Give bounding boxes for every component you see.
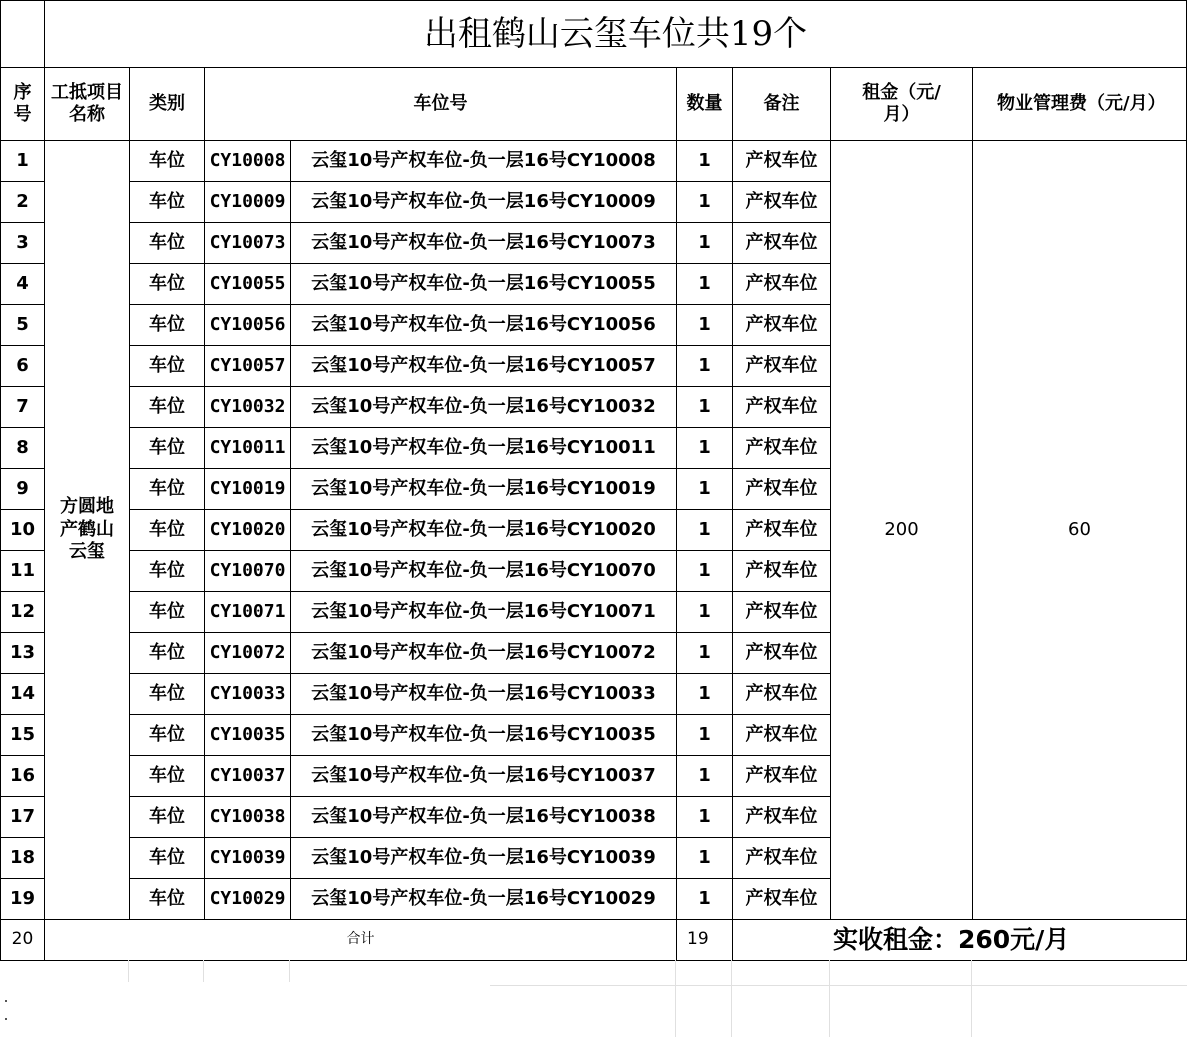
- cell-space-code: CY10073: [205, 223, 291, 264]
- cell-space-full: 云玺10号产权车位-负一层16号CY10032: [291, 387, 677, 428]
- cell-seq: 8: [1, 428, 45, 469]
- cell-note: 产权车位: [733, 141, 831, 182]
- cell-space-code: CY10057: [205, 346, 291, 387]
- total-qty: 19: [677, 920, 733, 961]
- cell-category: 车位: [130, 715, 205, 756]
- cell-qty: 1: [677, 346, 733, 387]
- cell-seq: 18: [1, 838, 45, 879]
- cell-space-full: 云玺10号产权车位-负一层16号CY10073: [291, 223, 677, 264]
- cell-space-code: CY10033: [205, 674, 291, 715]
- cell-space-full: 云玺10号产权车位-负一层16号CY10008: [291, 141, 677, 182]
- cell-space-full: 云玺10号产权车位-负一层16号CY10056: [291, 305, 677, 346]
- cell-qty: 1: [677, 428, 733, 469]
- cell-note: 产权车位: [733, 797, 831, 838]
- cell-category: 车位: [130, 141, 205, 182]
- cell-space-code: CY10032: [205, 387, 291, 428]
- cell-space-code: CY10038: [205, 797, 291, 838]
- cell-space-full: 云玺10号产权车位-负一层16号CY10055: [291, 264, 677, 305]
- cell-qty: 1: [677, 141, 733, 182]
- title-corner-cell: [1, 1, 45, 68]
- cell-space-code: CY10072: [205, 633, 291, 674]
- cell-seq: 9: [1, 469, 45, 510]
- cell-category: 车位: [130, 182, 205, 223]
- cell-project-name: 方圆地产鹤山云玺: [45, 141, 130, 920]
- cell-qty: 1: [677, 674, 733, 715]
- header-row: [1, 68, 1187, 141]
- header-project: 工抵项目名称: [45, 68, 130, 141]
- cell-qty: 1: [677, 592, 733, 633]
- cell-seq: 14: [1, 674, 45, 715]
- cell-seq: 17: [1, 797, 45, 838]
- cell-space-full: 云玺10号产权车位-负一层16号CY10039: [291, 838, 677, 879]
- cell-category: 车位: [130, 510, 205, 551]
- cell-seq: 5: [1, 305, 45, 346]
- stray-mark: [5, 1000, 7, 1002]
- cell-category: 车位: [130, 305, 205, 346]
- cell-space-code: CY10019: [205, 469, 291, 510]
- cell-seq: 3: [1, 223, 45, 264]
- cell-category: 车位: [130, 879, 205, 920]
- cell-space-code: CY10070: [205, 551, 291, 592]
- gridline: [203, 960, 204, 982]
- cell-seq: 16: [1, 756, 45, 797]
- cell-space-code: CY10011: [205, 428, 291, 469]
- cell-category: 车位: [130, 756, 205, 797]
- cell-seq: 4: [1, 264, 45, 305]
- cell-qty: 1: [677, 387, 733, 428]
- header-category: 类别: [130, 68, 205, 141]
- total-label: 合计: [45, 920, 677, 961]
- header-seq: 序号: [1, 68, 45, 141]
- cell-qty: 1: [677, 879, 733, 920]
- cell-rent-value: 200: [831, 141, 973, 920]
- cell-note: 产权车位: [733, 223, 831, 264]
- cell-qty: 1: [677, 838, 733, 879]
- cell-mgmt-fee-value: 60: [973, 141, 1187, 920]
- cell-note: 产权车位: [733, 838, 831, 879]
- header-mgmt-fee: 物业管理费（元/月）: [973, 68, 1187, 141]
- table-row: [1, 141, 1187, 182]
- cell-note: 产权车位: [733, 633, 831, 674]
- cell-category: 车位: [130, 469, 205, 510]
- cell-qty: 1: [677, 633, 733, 674]
- sheet-title: 出租鹤山云玺车位共19个: [45, 1, 1187, 68]
- cell-seq: 6: [1, 346, 45, 387]
- cell-seq: 15: [1, 715, 45, 756]
- cell-seq: 1: [1, 141, 45, 182]
- cell-space-full: 云玺10号产权车位-负一层16号CY10011: [291, 428, 677, 469]
- cell-category: 车位: [130, 592, 205, 633]
- cell-space-code: CY10029: [205, 879, 291, 920]
- cell-category: 车位: [130, 551, 205, 592]
- title-row: [1, 1, 1187, 68]
- gridline: [829, 960, 830, 1037]
- header-qty: 数量: [677, 68, 733, 141]
- gridline: [289, 960, 290, 982]
- cell-space-code: CY10055: [205, 264, 291, 305]
- cell-space-code: CY10071: [205, 592, 291, 633]
- cell-seq: 7: [1, 387, 45, 428]
- cell-seq: 11: [1, 551, 45, 592]
- cell-category: 车位: [130, 797, 205, 838]
- cell-category: 车位: [130, 387, 205, 428]
- cell-category: 车位: [130, 633, 205, 674]
- cell-space-full: 云玺10号产权车位-负一层16号CY10019: [291, 469, 677, 510]
- gridline: [971, 960, 972, 1037]
- cell-space-code: CY10056: [205, 305, 291, 346]
- cell-space-full: 云玺10号产权车位-负一层16号CY10057: [291, 346, 677, 387]
- cell-note: 产权车位: [733, 305, 831, 346]
- cell-space-full: 云玺10号产权车位-负一层16号CY10038: [291, 797, 677, 838]
- gridline: [731, 960, 732, 1037]
- cell-note: 产权车位: [733, 469, 831, 510]
- cell-qty: 1: [677, 223, 733, 264]
- total-actual-rent: 实收租金：260元/月: [733, 920, 1187, 961]
- cell-category: 车位: [130, 264, 205, 305]
- cell-qty: 1: [677, 756, 733, 797]
- total-row: [1, 920, 1187, 961]
- cell-space-code: CY10039: [205, 838, 291, 879]
- cell-space-code: CY10009: [205, 182, 291, 223]
- cell-note: 产权车位: [733, 756, 831, 797]
- cell-note: 产权车位: [733, 674, 831, 715]
- cell-space-full: 云玺10号产权车位-负一层16号CY10070: [291, 551, 677, 592]
- header-rent: 租金（元/月）: [831, 68, 973, 141]
- cell-qty: 1: [677, 715, 733, 756]
- cell-space-code: CY10037: [205, 756, 291, 797]
- cell-seq: 10: [1, 510, 45, 551]
- cell-space-full: 云玺10号产权车位-负一层16号CY10071: [291, 592, 677, 633]
- cell-category: 车位: [130, 223, 205, 264]
- stray-mark: [5, 1018, 7, 1020]
- gridline: [675, 960, 676, 1037]
- cell-note: 产权车位: [733, 182, 831, 223]
- total-seq: 20: [1, 920, 45, 961]
- cell-category: 车位: [130, 428, 205, 469]
- cell-note: 产权车位: [733, 264, 831, 305]
- cell-qty: 1: [677, 305, 733, 346]
- cell-note: 产权车位: [733, 879, 831, 920]
- cell-seq: 12: [1, 592, 45, 633]
- cell-category: 车位: [130, 838, 205, 879]
- cell-note: 产权车位: [733, 510, 831, 551]
- cell-space-full: 云玺10号产权车位-负一层16号CY10033: [291, 674, 677, 715]
- gridline: [128, 960, 129, 982]
- cell-note: 产权车位: [733, 387, 831, 428]
- header-space-no: 车位号: [205, 68, 677, 141]
- cell-note: 产权车位: [733, 715, 831, 756]
- cell-seq: 19: [1, 879, 45, 920]
- cell-qty: 1: [677, 551, 733, 592]
- header-note: 备注: [733, 68, 831, 141]
- cell-space-code: CY10020: [205, 510, 291, 551]
- cell-category: 车位: [130, 674, 205, 715]
- cell-note: 产权车位: [733, 346, 831, 387]
- cell-space-full: 云玺10号产权车位-负一层16号CY10009: [291, 182, 677, 223]
- cell-space-full: 云玺10号产权车位-负一层16号CY10037: [291, 756, 677, 797]
- cell-space-full: 云玺10号产权车位-负一层16号CY10035: [291, 715, 677, 756]
- cell-note: 产权车位: [733, 428, 831, 469]
- cell-category: 车位: [130, 346, 205, 387]
- cell-note: 产权车位: [733, 551, 831, 592]
- cell-qty: 1: [677, 510, 733, 551]
- cell-space-full: 云玺10号产权车位-负一层16号CY10072: [291, 633, 677, 674]
- cell-space-code: CY10035: [205, 715, 291, 756]
- cell-qty: 1: [677, 182, 733, 223]
- cell-space-code: CY10008: [205, 141, 291, 182]
- gridline: [490, 985, 1187, 986]
- cell-space-full: 云玺10号产权车位-负一层16号CY10029: [291, 879, 677, 920]
- cell-seq: 2: [1, 182, 45, 223]
- cell-qty: 1: [677, 469, 733, 510]
- cell-qty: 1: [677, 797, 733, 838]
- cell-note: 产权车位: [733, 592, 831, 633]
- cell-seq: 13: [1, 633, 45, 674]
- cell-qty: 1: [677, 264, 733, 305]
- cell-space-full: 云玺10号产权车位-负一层16号CY10020: [291, 510, 677, 551]
